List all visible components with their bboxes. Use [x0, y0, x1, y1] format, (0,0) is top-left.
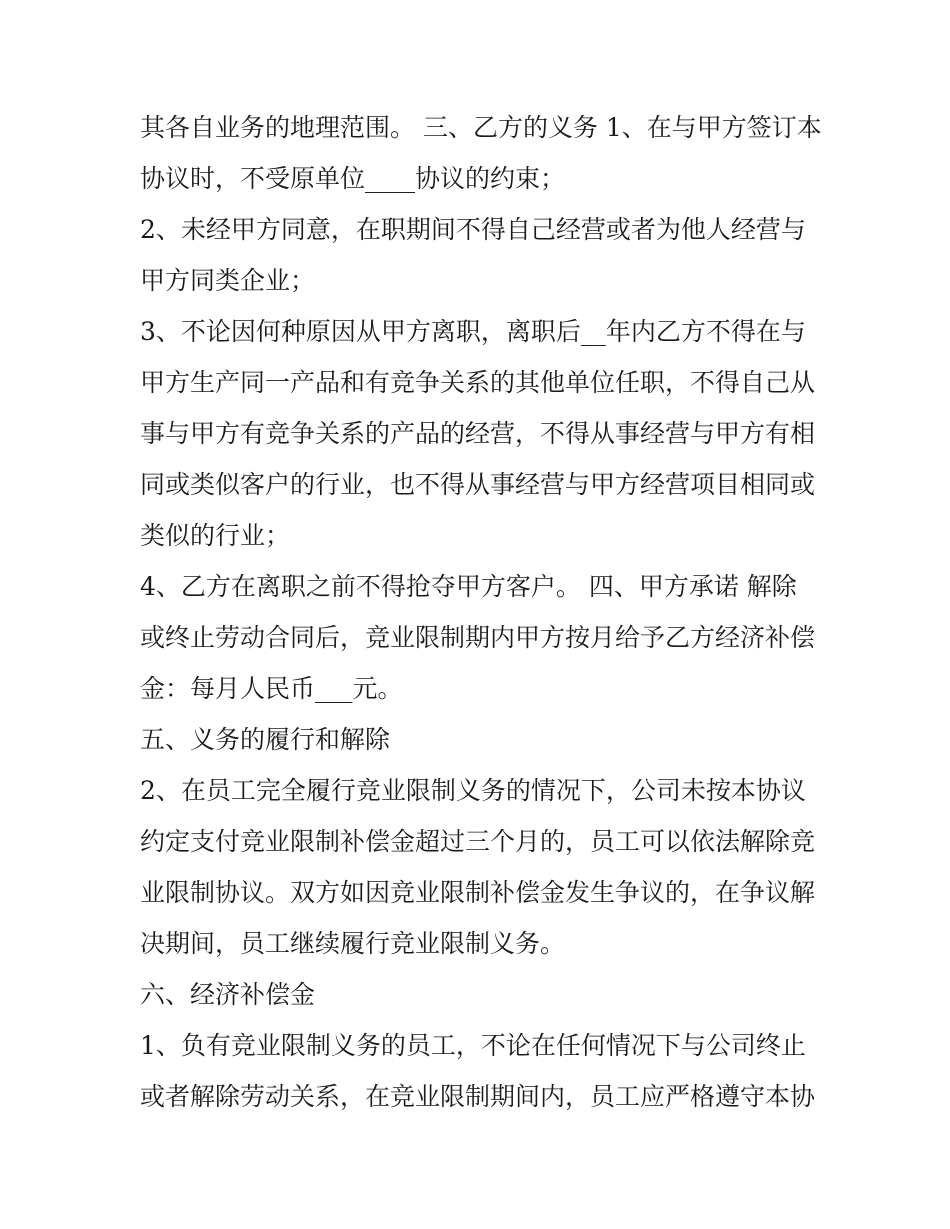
text-line: 业限制协议。双方如因竞业限制补偿金发生争议的，在争议解 [140, 878, 816, 907]
text-line: 类似的行业； [140, 521, 291, 550]
text-line: 或终止劳动合同后，竞业限制期内甲方按月给予乙方经济补偿 [140, 623, 816, 652]
text-line: 事与甲方有竞争关系的产品的经营，不得从事经营与甲方有相 [140, 419, 816, 448]
text-line: 3、不论因何种原因从甲方离职，离职后__年内乙方不得在与 [140, 317, 806, 346]
text-line: 金：每月人民币___元。 [140, 674, 403, 703]
section-heading: 六、经济补偿金 [140, 980, 316, 1009]
document-body [140, 102, 820, 1122]
text-line: 1、负有竞业限制义务的员工，不论在任何情况下与公司终止 [140, 1031, 806, 1060]
text-line: 约定支付竞业限制补偿金超过三个月的，员工可以依法解除竞 [140, 827, 816, 856]
text-line: 2、未经甲方同意，在职期间不得自己经营或者为他人经营与 [140, 215, 806, 244]
section-heading: 五、义务的履行和解除 [140, 725, 391, 754]
text-line: 或者解除劳动关系，在竞业限制期间内，员工应严格遵守本协 [140, 1082, 816, 1111]
text-line: 其各自业务的地理范围。 三、乙方的义务 1、在与甲方签订本 [140, 113, 822, 142]
text-line: 同或类似客户的行业，也不得从事经营与甲方经营项目相同或 [140, 470, 816, 499]
text-line: 4、乙方在离职之前不得抢夺甲方客户。 四、甲方承诺 解除 [140, 572, 797, 601]
text-line: 2、在员工完全履行竞业限制义务的情况下，公司未按本协议 [140, 776, 806, 805]
text-line: 甲方生产同一产品和有竞争关系的其他单位任职，不得自己从 [140, 368, 816, 397]
text-line: 甲方同类企业； [140, 266, 316, 295]
text-line: 决期间，员工继续履行竞业限制义务。 [140, 929, 566, 958]
text-line: 协议时，不受原单位____协议的约束； [140, 164, 566, 193]
